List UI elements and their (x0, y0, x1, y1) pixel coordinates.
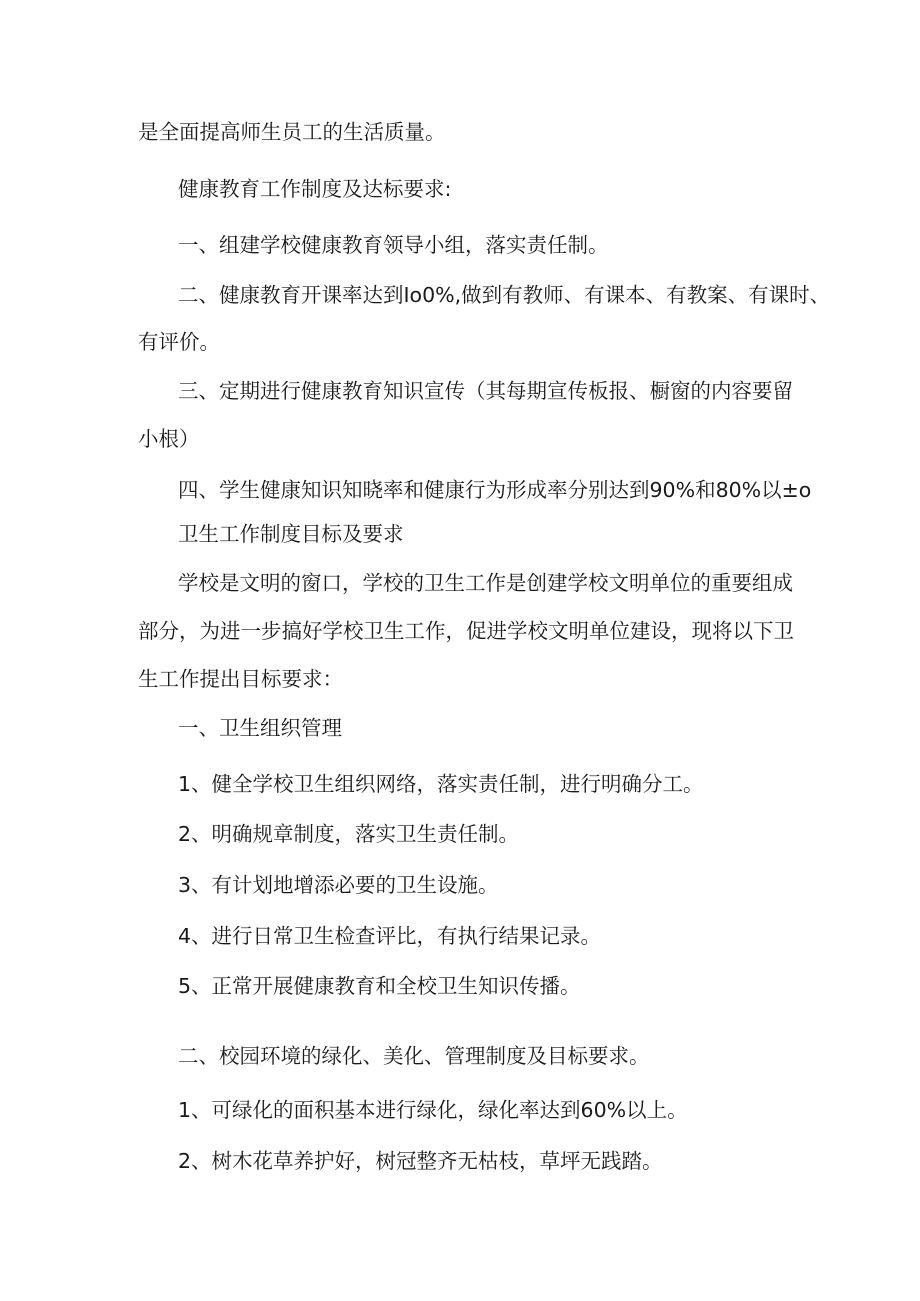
text-line-20: 1、可绿化的面积基本进行绿化，绿化率达到60%以上。 (178, 1098, 688, 1122)
text-line-18: 5、正常开展健康教育和全校卫生知识传播。 (178, 974, 581, 998)
text-line-9: 卫生工作制度目标及要求 (178, 522, 404, 546)
text-line-19: 二、校园环境的绿化、美化、管理制度及目标要求。 (178, 1044, 650, 1068)
text-line-7: 小根） (138, 427, 200, 451)
text-line-6: 三、定期进行健康教育知识宣传（其每期宣传板报、橱窗的内容要留 (178, 379, 793, 403)
text-line-3: 一、组建学校健康教育领导小组，落实责任制。 (178, 233, 609, 257)
text-line-13: 一、卫生组织管理 (178, 716, 342, 740)
text-line-5: 有评价。 (138, 330, 220, 354)
text-line-8: 四、学生健康知识知晓率和健康行为形成率分别达到90%和80%以±o (178, 478, 812, 502)
text-line-16: 3、有计划地增添必要的卫生设施。 (178, 873, 499, 897)
text-line-14: 1、健全学校卫生组织网络，落实责任制，进行明确分工。 (178, 772, 704, 796)
text-line-11: 部分，为进一步搞好学校卫生工作，促进学校文明单位建设，现将以下卫 (138, 619, 794, 643)
text-line-17: 4、进行日常卫生检查评比，有执行结果记录。 (178, 924, 602, 948)
text-line-21: 2、树木花草养护好，树冠整齐无枯枝，草坪无践踏。 (178, 1149, 663, 1173)
text-line-12: 生工作提出目标要求： (138, 667, 343, 691)
text-line-4: 二、健康教育开课率达到Io0%,做到有教师、有课本、有教案、有课时、 (178, 283, 831, 307)
text-line-10: 学校是文明的窗口，学校的卫生工作是创建学校文明单位的重要组成 (178, 571, 793, 595)
text-line-2: 健康教育工作制度及达标要求: (178, 177, 452, 201)
text-line-15: 2、明确规章制度，落实卫生责任制。 (178, 822, 520, 846)
text-line-1: 是全面提高师生员工的生活质量。 (138, 120, 446, 144)
